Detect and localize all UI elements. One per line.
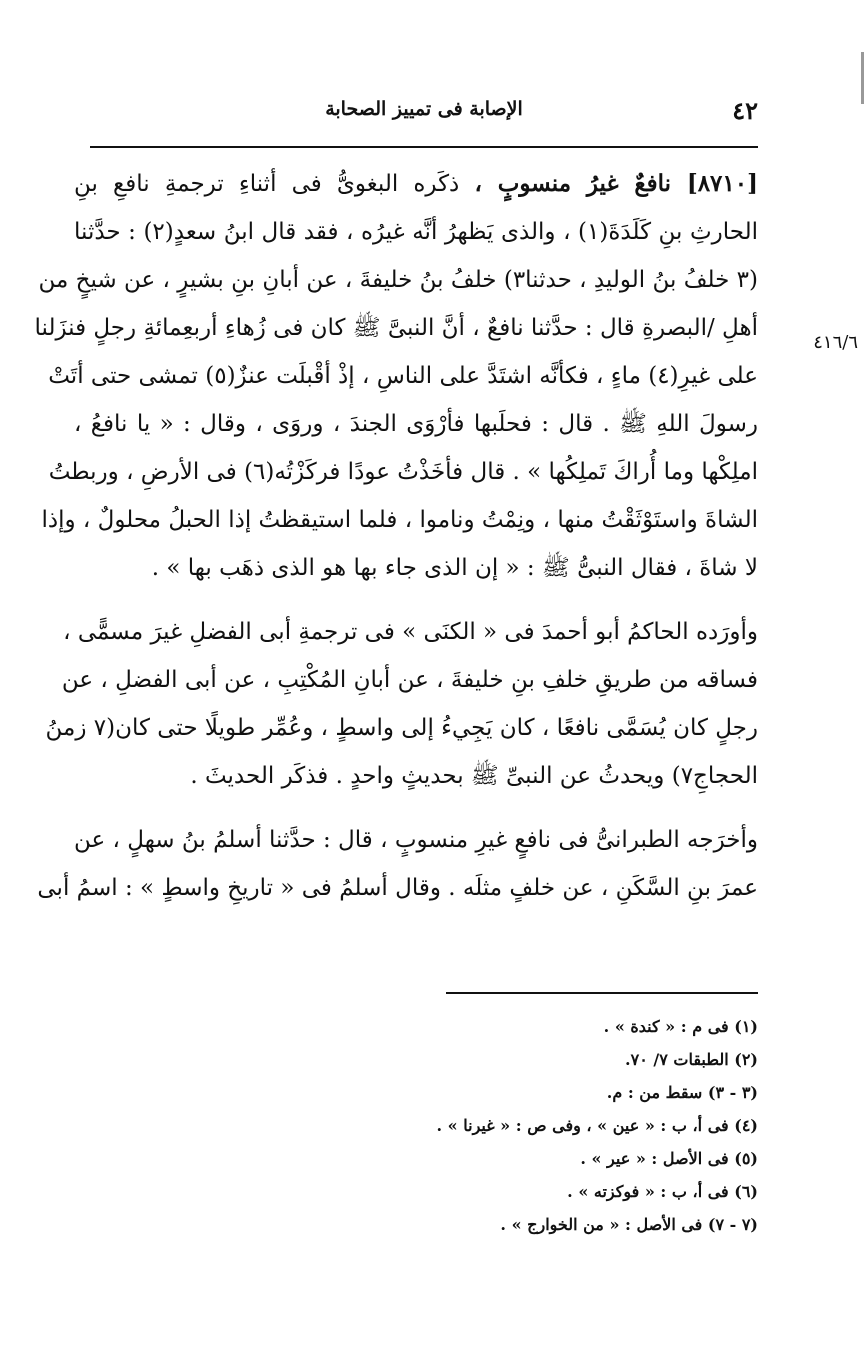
footnote: (٧ - ٧) فى الأصل : « من الخوارج » . xyxy=(500,1215,758,1234)
footnote: (٦) فى أ، ب : « فوكزته » . xyxy=(567,1182,758,1201)
text-line: الشاةَ واستَوْثَقْتُ منها ، ونِمْتُ وناموا ، فلما استيقظتُ إذا الحبلُ محلولٌ ، وإذا xyxy=(41,507,758,533)
footnote: (٣ - ٣) سقط من : م. xyxy=(606,1083,758,1102)
line-text: ذكَره البغوىُّ فى أثناءِ ترجمةِ نافعِ بنِ xyxy=(74,171,475,197)
text-line: وأورَده الحاكمُ أبو أحمدَ فى « الكنَى » فى ترجمةِ أبى الفضلِ غيرَ مسمًّى ، xyxy=(63,619,758,645)
header-rule xyxy=(90,146,758,148)
running-title: الإصابة فى تمييز الصحابة xyxy=(325,98,523,120)
footnotes xyxy=(300,1010,758,1241)
page-edge-mark xyxy=(861,52,864,104)
margin-reference: ٤١٦/٦ xyxy=(813,332,858,353)
text-line xyxy=(74,160,758,208)
paragraph-gap xyxy=(74,800,758,816)
paragraph-gap xyxy=(74,592,758,608)
text-line: عمرَ بنِ السَّكَنِ ، عن خلفٍ مثلَه . وقال أسلمُ فى « تاريخِ واسطٍ » : اسمُ أبى xyxy=(37,875,758,901)
text-line: رسولَ اللهِ ﷺ . قال : فحلَبها فأرْوَى الجندَ ، وروَى ، وقال : « يا نافعُ ، xyxy=(74,411,758,437)
footnote: (٥) فى الأصل : « عير » . xyxy=(580,1149,758,1168)
footnote: (١) فى م : « كندة » . xyxy=(603,1017,758,1036)
main-text xyxy=(34,160,759,912)
text-line: على غيرِ(٤) ماءٍ ، فكأنَّه اشتَدَّ على الناسِ ، إذْ أقْبلَت عنزٌ(٥) تمشى حتى أتَتْ xyxy=(48,363,758,389)
footnote: (٢) الطبقات ٧/ ٧٠. xyxy=(625,1050,758,1069)
page-number: ٤٢ xyxy=(732,96,758,125)
text-line: املِكْها وما أُراكَ تَملِكُها » . قال فأخَذْتُ عودًا فركَزْتُه(٦) فى الأرضِ ، وربطتُ xyxy=(48,459,758,485)
text-line: وأخرَجه الطبرانىُّ فى نافعٍ غيرِ منسوبٍ ، قال : حدَّثنا أسلمُ بنُ سهلٍ ، عن xyxy=(74,827,758,853)
running-head xyxy=(90,96,758,136)
footnote-rule xyxy=(446,992,758,994)
text-line: رجلٍ كان يُسَمَّى نافعًا ، كان يَجِيءُ إلى واسطٍ ، وعُمِّر طويلًا حتى كان(٧ زمنُ xyxy=(45,715,758,741)
text-line: لا شاةَ ، فقال النبىُّ ﷺ : « إن الذى جاء بها هو الذى ذهَب بها » . xyxy=(151,555,758,581)
text-line: فساقه من طريقِ خلفِ بنِ خليفةَ ، عن أبانِ المُكْتِبِ ، عن أبى الفضلِ ، عن xyxy=(61,667,758,693)
text-line: أهلِ /البصرةِ قال : حدَّثنا نافعٌ ، أنَّ النبىَّ ﷺ كان فى زُهاءِ أربعِمائةِ رجلٍ فنزَلنا xyxy=(34,315,758,341)
text-line: الحارثِ بنِ كَلَدَةَ(١) ، والذى يَظهرُ أنَّه غيرُه ، فقد قال ابنُ سعدٍ(٢) : حدَّثنا xyxy=(74,219,758,245)
text-line: (٣ خلفُ بنُ الوليدِ ، حدثنا٣) خلفُ بنُ خليفةَ ، عن أبانِ بنِ بشيرٍ ، عن شيخٍ من xyxy=(38,267,758,293)
footnote: (٤) فى أ، ب : « عين » ، وفى ص : « غيرنا » . xyxy=(436,1116,758,1135)
entry-heading: [٨٧١٠] نافعٌ غيرُ منسوبٍ ، xyxy=(474,170,759,197)
text-line: الحجاجِ٧) ويحدثُ عن النبىِّ ﷺ بحديثٍ واحدٍ . فذكَر الحديثَ . xyxy=(190,763,758,789)
